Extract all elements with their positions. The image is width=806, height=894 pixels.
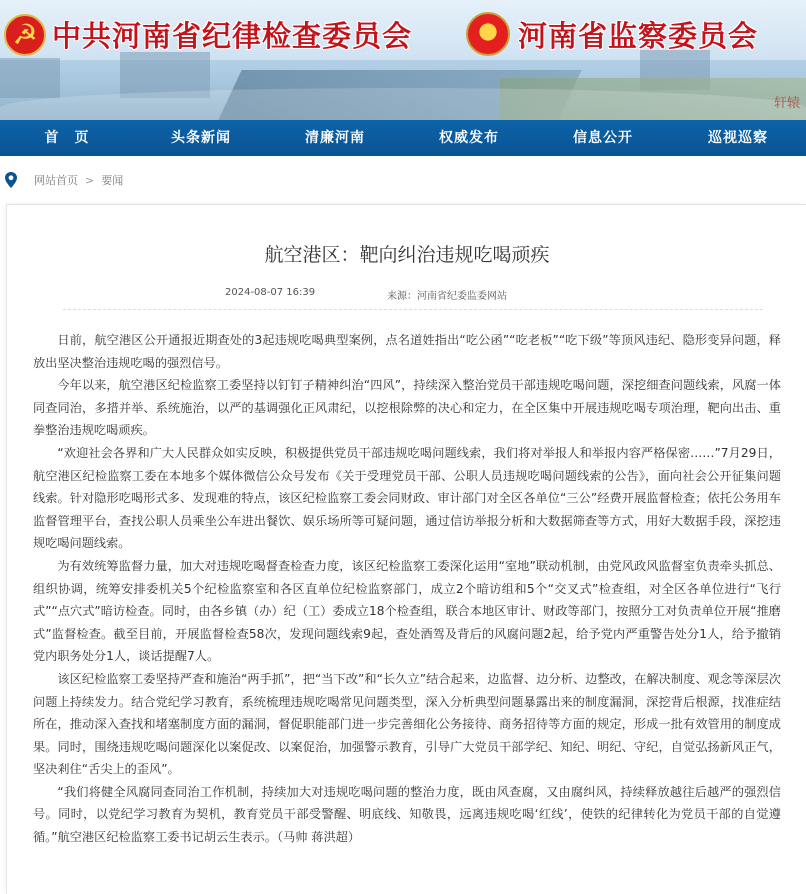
nav-item-info-disclosure[interactable]: 信息公开 bbox=[573, 130, 633, 146]
nav-item-home[interactable]: 首 页 bbox=[44, 130, 90, 146]
site-title-left: 中共河南省纪律检查委员会 bbox=[52, 19, 413, 53]
article-paragraph: 今年以来，航空港区纪检监察工委坚持以钉钉子精神纠治“四风”，持续深入整治党员干部违规吃喝问题，深挖细查问题线索，风腐一体同查同治，多措并举、系统施治，以严的基调强化正风肃纪，以挖根除弊的决心和定力，在全区集中开展违规吃喝专项治理，靶向出击、重拳整治违规吃喝顽疾。 bbox=[33, 378, 781, 438]
nav-item-clean-henan[interactable]: 清廉河南 bbox=[305, 130, 365, 146]
breadcrumb-home-link[interactable]: 网站首页 bbox=[34, 174, 78, 187]
article-body bbox=[33, 329, 781, 849]
site-title-right: 河南省监察委员会 bbox=[518, 19, 759, 53]
nav-item-releases[interactable]: 权威发布 bbox=[439, 130, 499, 146]
breadcrumb-separator: > bbox=[85, 173, 95, 187]
breadcrumb bbox=[0, 166, 806, 194]
meta-divider bbox=[63, 309, 763, 310]
article-source bbox=[387, 287, 507, 302]
article-paragraph: 为有效统筹监督力量，加大对违规吃喝督查检查力度，该区纪检监察工委深化运用“室地”联动机制，由党风政风监督室负责牵头抓总、组织协调，统筹安排委机关5个纪检监察室和各区直单位纪检监察部门，成立2个暗访组和5个“交叉式”检查组，对全区各单位进行“飞行式”“点穴式”暗访检查。同时，由各乡镇（办）纪（工）委成立18个检查组，联合本地区审计、财政等部门，按照分工对负责单位开展“推磨式”监督检查。截至目前，开展监督检查58次，发现问题线索9起，查处酒驾及背后的风腐问题2起，给予党内严重警告处分1人，给予撤销党内职务处分1人，谈话提醒7人。 bbox=[33, 558, 781, 664]
main-nav bbox=[0, 120, 806, 156]
banner-building bbox=[0, 58, 60, 98]
article-date: 2024-08-07 16:39 bbox=[225, 287, 316, 298]
article-paragraph: 日前，航空港区公开通报近期查处的3起违规吃喝典型案例，点名道姓指出“吃公函”“吃老板”“吃下级”等顶风违纪、隐形变异问题，释放出坚决整治违规吃喝的强烈信号。 bbox=[33, 333, 781, 370]
article-title: 航空港区：靶向纠治违规吃喝顽疾 bbox=[264, 244, 550, 266]
banner-corner-text: 轩辕 bbox=[773, 96, 800, 111]
article-paragraph: 该区纪检监察工委坚持严查和施治“两手抓”，把“当下改”和“长久立”结合起来，边监督、边分析、边整改，在解决制度、观念等深层次问题上持续发力。结合党纪学习教育，系统梳理违规吃喝常见问题类型，深入分析典型问题暴露出来的制度漏洞，深挖背后根源，找准症结所在，推动深入查找和堵塞制度方面的漏洞，督促职能部门进一步完善细化公务接待、商务招待等方面的规定，形成一批有效管用的制度成果。同时，围绕违规吃喝问题深化以案促改、以案促治，加强警示教育，引导广大党员干部学纪、知纪、明纪、守纪，自觉弘扬新风正气，坚决剎住“舌尖上的歪风”。 bbox=[33, 671, 781, 777]
party-emblem-icon bbox=[4, 14, 46, 56]
banner-wave bbox=[0, 88, 806, 120]
nav-item-inspection[interactable]: 巡视巡察 bbox=[708, 130, 768, 146]
location-pin-icon bbox=[4, 171, 18, 189]
breadcrumb-current[interactable]: 要闻 bbox=[101, 174, 124, 187]
article-source-label: 来源： bbox=[387, 291, 417, 302]
header-banner bbox=[0, 0, 806, 120]
article-card bbox=[6, 204, 806, 894]
national-emblem-icon bbox=[466, 12, 510, 56]
article-paragraph: “欢迎社会各界和广大人民群众如实反映，积极提供党员干部违规吃喝问题线索，我们将对举报人和举报内容严格保密……”7月29日，航空港区纪检监察工委在本地多个媒体微信公众号发布《关于受理党员干部、公职人员违规吃喝问题线索的公告》，面向社会公开征集问题线索。针对隐形吃喝形式多、发现难的特点，该区纪检监察工委会同财政、审计部门对全区各单位“三公”经费开展监督检查；依托公务用车监督管理平台，查找公职人员乘坐公车进出餐饮、娱乐场所等可疑问题，通过信访举报分析和大数据筛查等方式，用好大数据手段，深挖违规吃喝问题线索。 bbox=[33, 445, 781, 551]
nav-item-headlines[interactable]: 头条新闻 bbox=[171, 130, 231, 146]
article-paragraph: “我们将健全风腐同查同治工作机制，持续加大对违规吃喝问题的整治力度，既由风查腐，又由腐纠风，持续释放越往后越严的强烈信号。同时，以党纪学习教育为契机，教育党员干部受警醒、明底线、知敬畏，远离违规吃喝‘红线’，使铁的纪律转化为党员干部的自觉遵循。”航空港区纪检监察工委书记胡云生表示。（马帅 蒋洪超） bbox=[33, 784, 781, 845]
article-source-name: 河南省纪委监委网站 bbox=[417, 291, 507, 302]
